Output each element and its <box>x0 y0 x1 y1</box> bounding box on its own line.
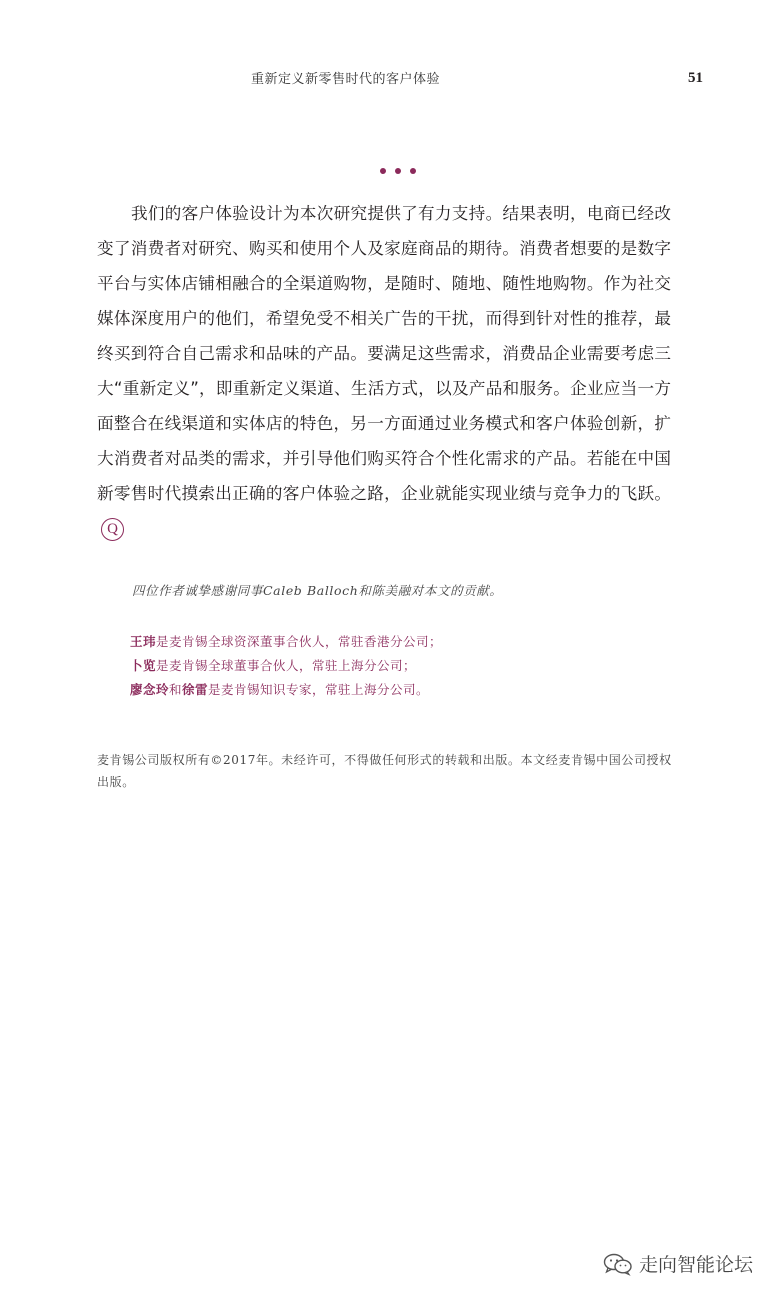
running-header: 重新定义新零售时代的客户体验 <box>251 72 441 87</box>
section-divider-dots <box>380 168 416 174</box>
divider-dot <box>395 168 401 174</box>
author-name: 王玮 <box>130 634 157 649</box>
copyright-notice: 麦肯锡公司版权所有©2017年。未经许可，不得做任何形式的转载和出版。本文经麦肯锡中国公司授权出版。 <box>97 753 672 789</box>
author-name: 廖念玲 <box>130 682 170 697</box>
author-name: 徐雷 <box>182 682 209 697</box>
divider-dot <box>380 168 386 174</box>
author-bio-line <box>130 678 442 702</box>
author-bio-line <box>130 654 442 678</box>
page-number: 51 <box>688 70 703 86</box>
author-role: 是麦肯锡全球资深董事合伙人，常驻香港分公司； <box>156 634 443 649</box>
author-joiner: 和 <box>169 682 183 697</box>
acknowledgement-note: 四位作者诚挚感谢同事Caleb Balloch和陈美融对本文的贡献。 <box>132 583 503 598</box>
watermark <box>603 1250 753 1277</box>
body-paragraph <box>97 196 671 546</box>
author-role: 是麦肯锡知识专家，常驻上海分公司。 <box>208 682 430 697</box>
author-bios <box>130 630 442 702</box>
end-mark-icon: Q <box>101 518 124 541</box>
author-name: 卜览 <box>130 658 157 673</box>
wechat-icon <box>603 1252 633 1276</box>
author-role: 是麦肯锡全球董事合伙人，常驻上海分公司； <box>156 658 417 673</box>
divider-dot <box>410 168 416 174</box>
watermark-text: 走向智能论坛 <box>639 1254 754 1276</box>
author-bio-line <box>130 630 442 654</box>
body-paragraph-text: 我们的客户体验设计为本次研究提供了有力支持。结果表明，电商已经改变了消费者对研究、购买和使用个人及家庭商品的期待。消费者想要的是数字平台与实体店铺相融合的全渠道购物，是随时、随地、随性地购物。作为社交媒体深度用户的他们，希望免受不相关广告的干扰，而得到针对性的推荐，最终买到符合自己需求和品味的产品。要满足这些需求，消费品企业需要考虑三大“重新定义”，即重新定义渠道、生活方式，以及产品和服务。企业应当一方面整合在线渠道和实体店的特色，另一方面通过业务模式和客户体验创新，扩大消费者对品类的需求，并引导他们购买符合个性化需求的产品。若能在中国新零售时代摸索出正确的客户体验之路，企业就能实现业绩与竞争力的飞跃。 <box>97 204 671 503</box>
